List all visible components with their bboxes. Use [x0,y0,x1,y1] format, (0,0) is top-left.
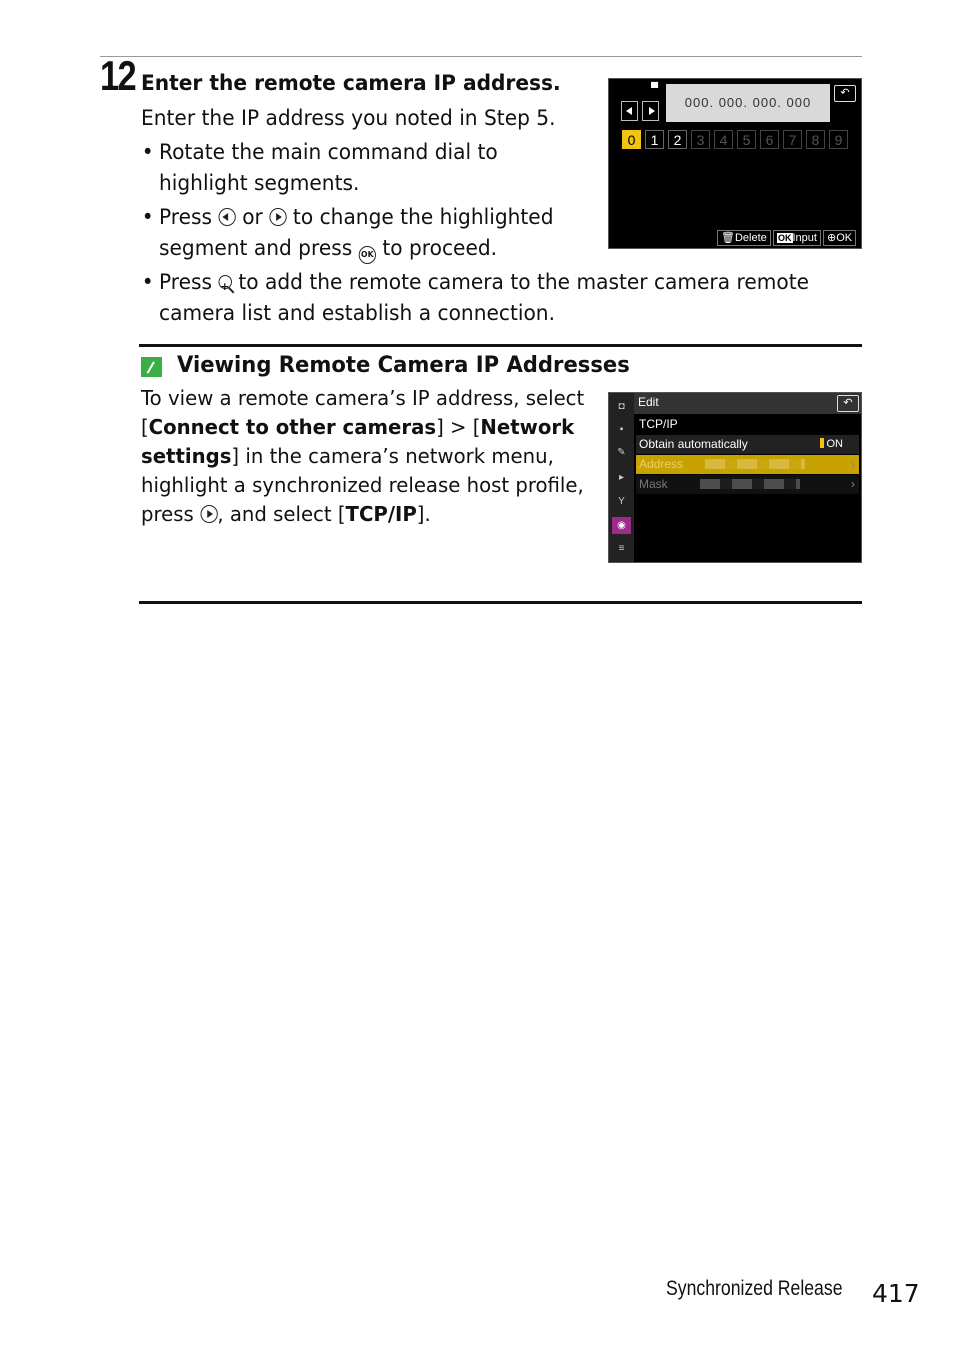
menu-item-connect-to-other-cameras: Connect to other cameras [148,415,437,439]
bullet-zoom-line1 [141,267,810,298]
note-text: ] in the camera’s network menu, [231,444,554,468]
row-label: Obtain automatically [639,437,748,451]
section-name: Synchronized Release [666,1277,843,1300]
screen-title: Edit [638,395,659,409]
delete-hint[interactable] [717,230,771,246]
bullet-press-line1 [141,202,554,233]
ok-key-icon: OK [778,233,792,243]
digit-key[interactable]: 2 [668,130,687,149]
ok-hint[interactable] [823,230,856,246]
chevron-right-icon: › [851,477,855,491]
note-text: press [141,502,194,526]
note-line4: highlight a synchronized release host profile, [141,473,584,497]
note-line2 [141,413,574,442]
bullet-dot: • [141,205,154,229]
bullet-text: to add the remote camera to the master camera remote [238,270,810,294]
note-text: ] > [ [436,415,481,439]
bullet-text: Rotate the main command dial to [159,140,498,164]
step-title: Enter the remote camera IP address. [141,71,561,95]
note-line1: To view a remote camera’s IP address, select [141,386,585,410]
row-label: Mask [639,477,668,491]
input-label: Input [792,232,817,244]
bullet-text: Press [159,270,213,294]
menu-item-settings: settings [141,444,232,468]
menu-row-tcpip[interactable] [636,415,859,434]
digit-key[interactable]: 0 [622,130,641,149]
bullet-dot: • [141,140,154,164]
wrench-icon[interactable]: Y [618,496,625,507]
menu-row-obtain-automatically[interactable] [636,435,859,454]
bullet-text: or [242,205,263,229]
top-rule [100,56,862,57]
blurred-value [705,459,805,469]
menu-item-network: Network [480,415,575,439]
menu-row-mask[interactable] [636,475,859,494]
note-line5 [141,500,431,529]
left-arrow-key[interactable] [621,101,638,121]
tcpip-edit-screen [608,392,862,563]
toggle-value: ON [826,438,843,450]
digit-key[interactable]: 3 [691,130,710,149]
page-number: 417 [872,1279,920,1308]
bullet-dot: • [141,270,154,294]
ok-button-icon: OK [359,246,376,264]
note-text: [ [141,415,149,439]
on-toggle[interactable] [820,437,844,451]
digit-key[interactable]: 5 [737,130,756,149]
multi-selector-right-icon [269,208,286,226]
back-icon[interactable]: ↶ [837,395,859,412]
note-title: Viewing Remote Camera IP Addresses [177,353,630,378]
input-hint[interactable] [773,230,821,246]
bullet-zoom-line2: camera list and establish a connection. [159,301,555,325]
digit-key[interactable]: 7 [783,130,802,149]
multi-selector-right-icon [200,505,217,523]
bullet-text: Press [159,205,213,229]
pencil-note-icon [141,357,162,377]
bullet-text: to proceed. [382,236,498,260]
right-arrow-key[interactable] [642,101,659,121]
blurred-value [700,479,800,489]
row-label: Address [639,457,684,471]
zoom-in-icon [218,275,231,289]
toggle-bar-icon [820,438,824,448]
network-icon[interactable]: ◉ [612,517,631,534]
back-icon[interactable]: ↶ [834,85,856,102]
note-bottom-rule [139,601,862,604]
bullet-press-line2 [159,233,497,264]
note-line3 [141,442,554,471]
step-intro: Enter the IP address you noted in Step 5. [141,106,556,130]
pencil-icon[interactable]: ✎ [617,447,626,458]
digit-key[interactable]: 9 [829,130,848,149]
menu-sidebar [609,393,634,562]
playback-icon[interactable]: ▸ [618,472,625,483]
ip-address-field[interactable]: 000. 000. 000. 000 [666,84,830,122]
note-text: , and select [ [217,502,346,526]
delete-label: Delete [734,232,767,244]
ip-entry-screen [608,78,862,249]
row-label: TCP/IP [639,417,678,431]
chevron-right-icon: › [851,457,855,471]
movie-icon[interactable]: ▪ [619,424,624,435]
digit-key[interactable]: 4 [714,130,733,149]
multi-selector-left-icon [218,208,235,226]
bullet-text: segment and press [159,236,353,260]
camera-icon[interactable]: ◘ [618,401,625,412]
screen-header [634,393,861,414]
digit-key[interactable]: 6 [760,130,779,149]
digit-key[interactable]: 1 [645,130,664,149]
menu-row-address[interactable] [636,455,859,474]
note-top-rule [139,344,862,347]
digit-key[interactable]: 8 [806,130,825,149]
ok-label: OK [836,232,853,244]
my-menu-icon[interactable]: ≡ [618,543,625,554]
menu-item-tcp-ip: TCP/IP [345,502,417,526]
keyboard-icon: ▀ [651,83,659,94]
step-number: 12 [100,52,136,99]
note-text: ]. [416,502,431,526]
trash-icon: 🗑 [721,232,735,244]
zoom-key-icon: ⊕ [827,232,837,244]
bullet-text: to change the highlighted [292,205,554,229]
bullet-rotate-line2: highlight segments. [159,171,360,195]
bullet-rotate-line1 [141,137,498,168]
